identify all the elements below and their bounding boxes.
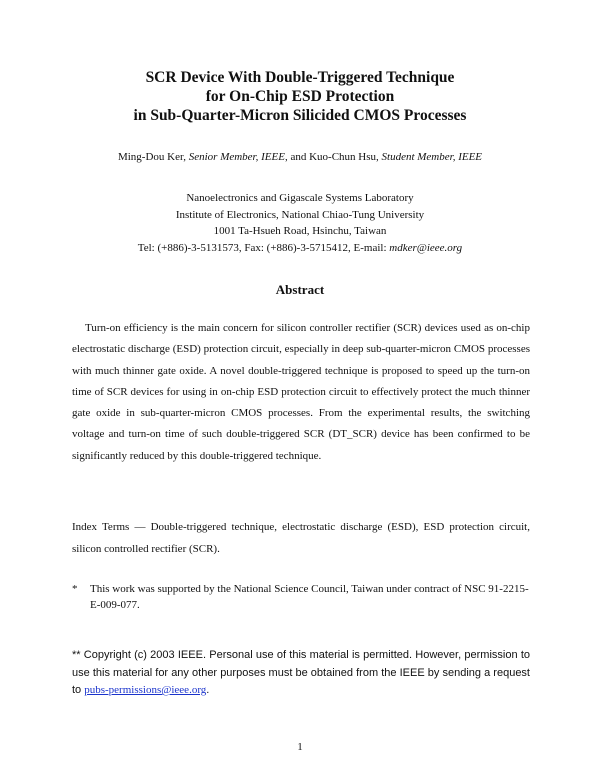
title-line-2: for On-Chip ESD Protection: [205, 88, 395, 105]
affiliation-line-2: Institute of Electronics, National Chiao-Tung University: [175, 208, 425, 221]
index-terms-text: Index Terms — Double-triggered technique, electrostatic discharge (ESD), ESD protection circuit, silicon controlled rectifier (SCR).: [72, 521, 530, 555]
contact-email: mdker@ieee.org: [389, 241, 463, 254]
abstract-body: [72, 318, 530, 467]
affiliation-line-3: 1001 Ta-Hsueh Road, Hsinchu, Taiwan: [213, 225, 387, 237]
paper-title: [60, 68, 540, 125]
footnote: [72, 581, 530, 613]
copyright-end: .: [206, 684, 210, 696]
author-connector: , and: [284, 151, 310, 163]
contact-line: [60, 240, 540, 257]
author-role-2: Student Member, IEEE: [381, 151, 483, 163]
abstract-heading: Abstract: [275, 282, 325, 297]
page-number: 1: [297, 741, 303, 753]
footnote-text: This work was supported by the National Science Council, Taiwan under contract of NSC 91-2215-E-009-077.: [90, 583, 529, 611]
copyright-text: ** Copyright (c) 2003 IEEE. Personal use of this material is permitted. However, permission to use this material for any other purposes must be obtained from the IEEE by sending a request to: [72, 649, 530, 696]
copyright-notice: [72, 647, 530, 700]
author-name-1: Ming-Dou Ker: [117, 151, 184, 163]
affiliation-line-1: Nanoelectronics and Gigascale Systems Laboratory: [186, 192, 414, 204]
copyright-paragraph: [72, 647, 530, 700]
title-line-1: SCR Device With Double-Triggered Technique: [145, 69, 455, 86]
title-line-3: in Sub-Quarter-Micron Silicided CMOS Processes: [133, 107, 467, 124]
author-name-2: Kuo-Chun Hsu: [309, 151, 377, 163]
index-terms: [72, 517, 530, 560]
footnote-mark: *: [72, 583, 78, 595]
author-line: Ming-Dou Ker, Senior Member, IEEE, and Kuo-Chun Hsu, Student Member, IEEE: [117, 151, 483, 163]
author-role-1: Senior Member, IEEE: [188, 151, 285, 163]
permissions-email-link[interactable]: pubs-permissions@ieee.org: [84, 684, 207, 696]
abstract-paragraph: Turn-on efficiency is the main concern for silicon controller rectifier (SCR) devices used as on-chip electrostatic discharge (ESD) protection circuit, especially in deep sub-quarter-micron CMOS processes with much thinner gate oxide. A novel double-triggered technique is proposed to speed up the turn-on time of SCR devices for using in on-chip ESD protection circuit to effectively protect the much thinner gate oxide in sub-quarter-micron CMOS processes. From the experimental results, the switching voltage and turn-on time of such double-triggered SCR (DT_SCR) device has been confirmed to be significantly reduced by this double-triggered technique.: [72, 322, 530, 462]
affiliation: [60, 190, 540, 256]
contact-text: Tel: (+886)-3-5131573, Fax: (+886)-3-5715412, E-mail:: [137, 241, 390, 254]
